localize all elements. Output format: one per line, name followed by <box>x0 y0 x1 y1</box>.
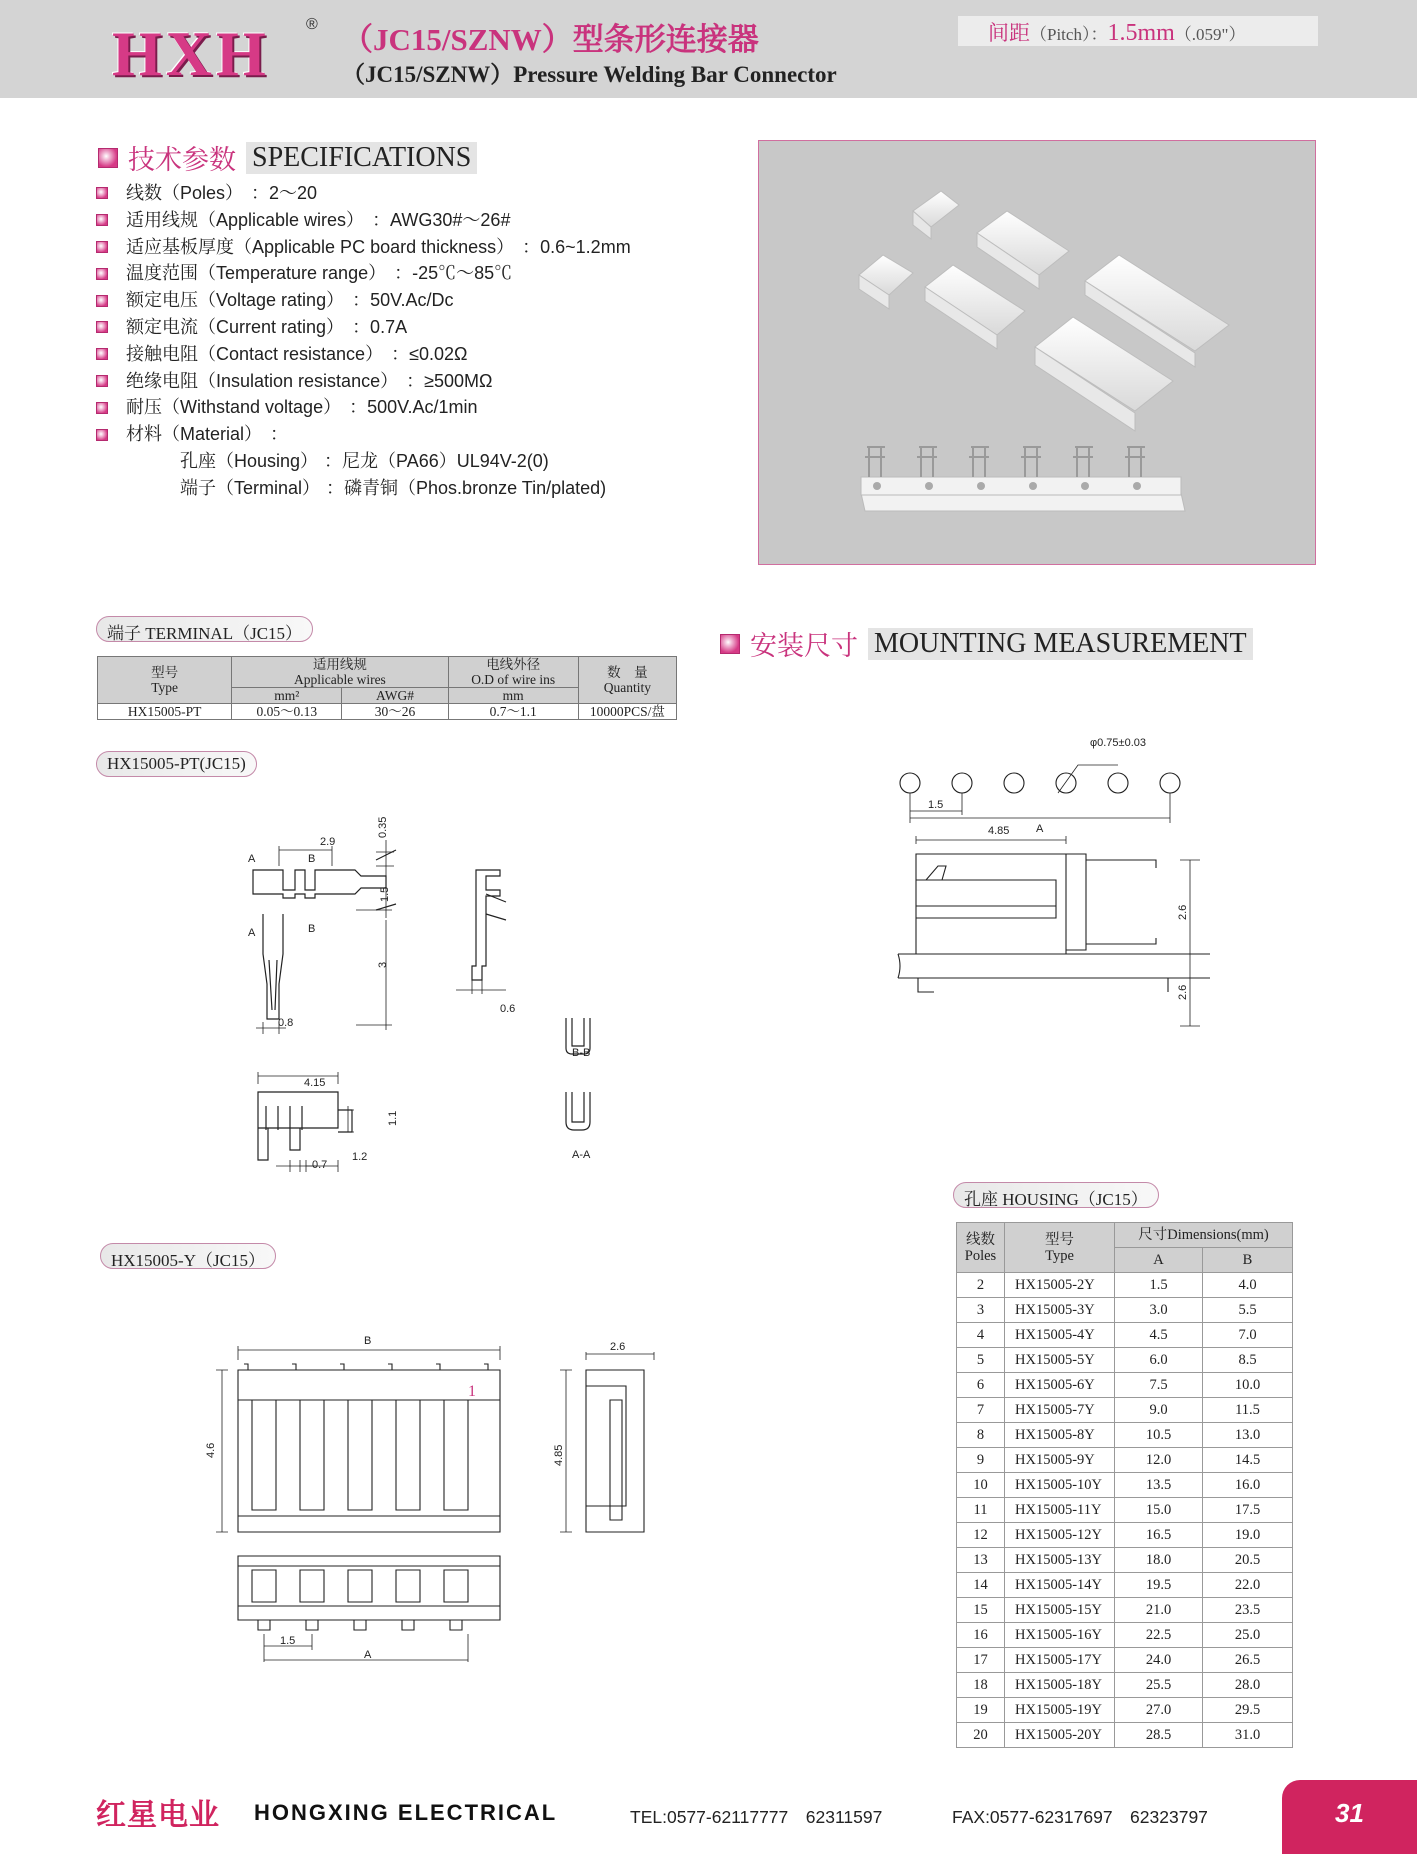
poles-cell: 6 <box>957 1373 1005 1398</box>
dim-pt-0.6: 0.6 <box>500 1003 516 1015</box>
type-cell: HX15005-9Y <box>1005 1448 1115 1473</box>
spec-item <box>96 368 631 395</box>
dim-b-cell: 20.5 <box>1203 1548 1293 1573</box>
spec-value: ：2～20 <box>251 183 318 203</box>
table-row <box>957 1348 1293 1373</box>
section-bb-label: B-B <box>572 1047 591 1059</box>
type-cell: HX15005-8Y <box>1005 1423 1115 1448</box>
poles-cell: 13 <box>957 1548 1005 1573</box>
dim-mount-phi: φ0.75±0.03 <box>1090 737 1146 749</box>
type-cell: HX15005-11Y <box>1005 1498 1115 1523</box>
dim-y-a: A <box>364 1649 372 1661</box>
material-value: ：磷青铜（Phos.bronze Tin/plated) <box>326 477 607 498</box>
dim-a-header: A <box>1115 1248 1203 1273</box>
dim-a-cell: 10.5 <box>1115 1423 1203 1448</box>
spec-en: （Voltage rating） <box>198 290 345 311</box>
square-bullet-icon <box>96 321 108 333</box>
material-item <box>96 448 631 475</box>
type-header-cn: 型号 <box>151 665 179 680</box>
connector-photo-illustration <box>759 141 1315 564</box>
table-row <box>957 1548 1293 1573</box>
section-b-top: B <box>308 853 316 865</box>
dim-a-cell: 19.5 <box>1115 1573 1203 1598</box>
type-cell: HX15005-17Y <box>1005 1648 1115 1673</box>
terminal-qty: 10000PCS/盘 <box>578 704 676 720</box>
dim-a-cell: 24.0 <box>1115 1648 1203 1673</box>
material-cn: 端子 <box>180 477 216 498</box>
specifications-heading-cn: 技术参数 <box>128 145 236 175</box>
dim-b-cell: 8.5 <box>1203 1348 1293 1373</box>
footer-company-cn: 红星电业 <box>96 1799 220 1832</box>
material-item <box>96 475 631 502</box>
type-cell: HX15005-10Y <box>1005 1473 1115 1498</box>
dim-a-cell: 1.5 <box>1115 1273 1203 1298</box>
spec-cn: 温度范围 <box>126 263 198 284</box>
dim-pt-0.7: 0.7 <box>312 1159 328 1171</box>
dim-b-cell: 26.5 <box>1203 1648 1293 1673</box>
spec-value: ：50V.Ac/Dc <box>352 290 454 311</box>
mm-header: mm <box>448 688 578 704</box>
poles-cell: 17 <box>957 1648 1005 1673</box>
poles-cell: 4 <box>957 1323 1005 1348</box>
dim-a-cell: 3.0 <box>1115 1298 1203 1323</box>
table-row <box>957 1373 1293 1398</box>
dim-a-cell: 22.5 <box>1115 1623 1203 1648</box>
terminal-type: HX15005-PT <box>98 704 232 720</box>
page-number: 31 <box>1282 1780 1417 1854</box>
square-bullet-icon <box>96 187 108 199</box>
material-value: ：尼龙（PA66）UL94V-2(0) <box>324 450 549 471</box>
type-cell: HX15005-14Y <box>1005 1573 1115 1598</box>
spec-value: ：AWG30#～26# <box>372 209 511 230</box>
type-cell: HX15005-13Y <box>1005 1548 1115 1573</box>
poles-header-en: Poles <box>964 1247 997 1264</box>
type-cell: HX15005-16Y <box>1005 1623 1115 1648</box>
table-row <box>957 1573 1293 1598</box>
spec-value: ：-25℃～85℃ <box>394 263 513 284</box>
dim-a-cell: 18.0 <box>1115 1548 1203 1573</box>
square-bullet-icon <box>96 348 108 360</box>
dim-b-cell: 17.5 <box>1203 1498 1293 1523</box>
product-photo <box>758 140 1316 565</box>
dim-b-cell: 10.0 <box>1203 1373 1293 1398</box>
poles-cell: 7 <box>957 1398 1005 1423</box>
table-row <box>957 1398 1293 1423</box>
housing-drawing <box>200 1330 680 1670</box>
table-row <box>957 1598 1293 1623</box>
title-chinese: （JC15/SZNW）型条形连接器 <box>342 22 759 57</box>
type-cell: HX15005-12Y <box>1005 1523 1115 1548</box>
square-bullet-icon <box>96 375 108 387</box>
spec-value: ：≥500MΩ <box>406 370 493 391</box>
poles-cell: 10 <box>957 1473 1005 1498</box>
spec-item <box>96 260 631 287</box>
dim-mount-a: A <box>1036 823 1044 835</box>
dim-mount-2.6a: 2.6 <box>1177 904 1189 920</box>
dim-a-cell: 12.0 <box>1115 1448 1203 1473</box>
square-bullet-icon <box>96 402 108 414</box>
dim-a-cell: 27.0 <box>1115 1698 1203 1723</box>
table-row <box>98 704 677 720</box>
spec-item <box>96 207 631 234</box>
spec-value: ： <box>270 424 289 445</box>
type-header-en: Type <box>151 680 178 695</box>
pin-one-mark: 1 <box>468 1383 476 1400</box>
y-label: HX15005-Y（JC15） <box>100 1243 276 1269</box>
pitch-box <box>958 16 1318 46</box>
dim-b-cell: 22.0 <box>1203 1573 1293 1598</box>
dim-y-4.6: 4.6 <box>205 1442 217 1458</box>
table-row <box>957 1448 1293 1473</box>
dim-y-1.5: 1.5 <box>280 1635 296 1647</box>
type-cell: HX15005-18Y <box>1005 1673 1115 1698</box>
dim-pt-0.8: 0.8 <box>278 1017 294 1029</box>
table-row <box>957 1473 1293 1498</box>
poles-cell: 19 <box>957 1698 1005 1723</box>
spec-cn: 耐压 <box>126 397 162 418</box>
qty-header-en: Quantity <box>603 680 652 695</box>
type-cell: HX15005-7Y <box>1005 1398 1115 1423</box>
dim-b-cell: 31.0 <box>1203 1723 1293 1748</box>
dim-a-cell: 4.5 <box>1115 1323 1203 1348</box>
spec-cn: 绝缘电阻 <box>126 370 198 391</box>
table-row <box>957 1648 1293 1673</box>
dim-pt-3: 3 <box>377 961 389 968</box>
awg-header: AWG# <box>342 688 448 704</box>
spec-item <box>96 341 631 368</box>
dim-a-cell: 13.5 <box>1115 1473 1203 1498</box>
poles-cell: 15 <box>957 1598 1005 1623</box>
type-header-en: Type <box>1045 1247 1074 1264</box>
spec-list <box>96 180 631 502</box>
spec-cn: 接触电阻 <box>126 343 198 364</box>
mm2-header: mm² <box>232 688 342 704</box>
type-cell: HX15005-5Y <box>1005 1348 1115 1373</box>
wires-header-cn: 适用线规 <box>312 657 367 672</box>
housing-table <box>956 1222 1293 1748</box>
type-cell: HX15005-6Y <box>1005 1373 1115 1398</box>
spec-en: （Withstand voltage） <box>162 397 342 418</box>
dim-y-b: B <box>364 1335 372 1347</box>
dim-pt-1.5: 1.5 <box>379 886 391 902</box>
pt-label: HX15005-PT(JC15) <box>96 751 257 777</box>
mounting-heading-cn: 安装尺寸 <box>750 631 858 661</box>
dim-a-cell: 28.5 <box>1115 1723 1203 1748</box>
table-row <box>957 1323 1293 1348</box>
poles-cell: 11 <box>957 1498 1005 1523</box>
poles-cell: 2 <box>957 1273 1005 1298</box>
table-row <box>957 1623 1293 1648</box>
type-cell: HX15005-20Y <box>1005 1723 1115 1748</box>
square-bullet-icon <box>96 214 108 226</box>
mounting-drawing <box>880 730 1220 1110</box>
spec-value: ：0.6~1.2mm <box>522 236 631 257</box>
specifications-heading <box>98 138 477 177</box>
spec-cn: 材料 <box>126 424 162 445</box>
dim-mount-2.6b: 2.6 <box>1177 984 1189 1000</box>
poles-cell: 14 <box>957 1573 1005 1598</box>
section-a-top: A <box>248 853 256 865</box>
dim-y-2.6: 2.6 <box>610 1341 626 1353</box>
poles-header-cn: 线数 <box>966 1231 995 1248</box>
poles-cell: 3 <box>957 1298 1005 1323</box>
spec-cn: 适应基板厚度 <box>126 236 234 257</box>
pitch-cn: 间距 <box>988 22 1030 45</box>
dim-b-cell: 13.0 <box>1203 1423 1293 1448</box>
dim-b-cell: 11.5 <box>1203 1398 1293 1423</box>
table-row <box>957 1673 1293 1698</box>
dim-a-cell: 7.5 <box>1115 1373 1203 1398</box>
dim-pt-0.35: 0.35 <box>377 816 389 838</box>
poles-cell: 8 <box>957 1423 1005 1448</box>
dim-b-cell: 4.0 <box>1203 1273 1293 1298</box>
mounting-heading-en: MOUNTING MEASUREMENT <box>868 628 1253 660</box>
spec-en: （Applicable PC board thickness） <box>234 236 515 257</box>
table-row <box>957 1273 1293 1298</box>
dimensions-header: 尺寸Dimensions(mm) <box>1115 1223 1293 1248</box>
housing-label: 孔座 HOUSING（JC15） <box>953 1182 1159 1208</box>
type-header-cn: 型号 <box>1045 1231 1074 1248</box>
spec-en: （Current rating） <box>198 316 345 337</box>
table-row <box>957 1723 1293 1748</box>
registered-mark: ® <box>306 16 318 33</box>
dim-mount-1.5: 1.5 <box>928 799 944 811</box>
dim-pt-4.15: 4.15 <box>304 1077 326 1089</box>
poles-cell: 20 <box>957 1723 1005 1748</box>
terminal-mm2: 0.05～0.13 <box>232 704 342 720</box>
type-cell: HX15005-4Y <box>1005 1323 1115 1348</box>
table-row <box>957 1523 1293 1548</box>
spec-value: ：≤0.02Ω <box>391 343 468 364</box>
footer-fax: FAX:0577-62317697 62323797 <box>952 1807 1208 1827</box>
housing-table-body <box>957 1273 1293 1748</box>
spec-value: ：500V.Ac/1min <box>349 397 478 418</box>
square-bullet-icon <box>96 295 108 307</box>
dim-pt-1.1: 1.1 <box>387 1110 399 1126</box>
mounting-heading <box>720 624 1253 663</box>
dim-a-cell: 21.0 <box>1115 1598 1203 1623</box>
brand-logo: HXH <box>112 18 270 89</box>
dim-a-cell: 16.5 <box>1115 1523 1203 1548</box>
spec-item <box>96 287 631 314</box>
type-cell: HX15005-2Y <box>1005 1273 1115 1298</box>
square-bullet-icon <box>96 429 108 441</box>
wires-header-en: Applicable wires <box>293 672 386 687</box>
footer-tel: TEL:0577-62117777 62311597 <box>630 1807 883 1827</box>
pitch-label: （Pitch）： <box>1030 25 1108 44</box>
section-b-bottom: B <box>308 923 316 935</box>
spec-item <box>96 421 631 448</box>
spec-item <box>96 394 631 421</box>
spec-en: （Temperature range） <box>198 263 387 284</box>
dim-a-cell: 25.5 <box>1115 1673 1203 1698</box>
dim-b-cell: 19.0 <box>1203 1523 1293 1548</box>
type-cell: HX15005-15Y <box>1005 1598 1115 1623</box>
footer-company-en: HONGXING ELECTRICAL <box>254 1800 558 1825</box>
spec-en: （Poles） <box>162 183 244 203</box>
pitch-value: 1.5mm <box>1107 20 1175 46</box>
od-header-cn: 电线外径 <box>486 657 541 672</box>
terminal-label: 端子 TERMINAL（JC15） <box>96 616 313 642</box>
spec-en: （Applicable wires） <box>198 209 365 230</box>
table-row <box>957 1298 1293 1323</box>
poles-cell: 9 <box>957 1448 1005 1473</box>
qty-header-cn: 数 量 <box>607 665 648 680</box>
poles-cell: 18 <box>957 1673 1005 1698</box>
spec-cn: 适用线规 <box>126 209 198 230</box>
table-row <box>957 1423 1293 1448</box>
section-a-bottom: A <box>248 927 256 939</box>
od-header-en: O.D of wire ins <box>471 672 556 687</box>
dim-b-cell: 29.5 <box>1203 1698 1293 1723</box>
poles-cell: 16 <box>957 1623 1005 1648</box>
poles-cell: 5 <box>957 1348 1005 1373</box>
spec-cn: 额定电流 <box>126 316 198 337</box>
material-en: （Housing） <box>216 450 319 471</box>
spec-en: （Contact resistance） <box>198 343 384 364</box>
specifications-heading-en: SPECIFICATIONS <box>246 142 477 174</box>
terminal-od: 0.7～1.1 <box>448 704 578 720</box>
terminal-drawing <box>236 810 636 1190</box>
dim-y-4.85: 4.85 <box>553 1444 565 1466</box>
dim-b-cell: 7.0 <box>1203 1323 1293 1348</box>
spec-value: ：0.7A <box>352 316 408 337</box>
spec-item <box>96 180 631 207</box>
dim-b-cell: 16.0 <box>1203 1473 1293 1498</box>
pitch-inch: （.059"） <box>1174 25 1246 44</box>
square-bullet-icon <box>96 268 108 280</box>
type-cell: HX15005-3Y <box>1005 1298 1115 1323</box>
square-bullet-icon <box>96 241 108 253</box>
dim-b-cell: 23.5 <box>1203 1598 1293 1623</box>
material-en: （Terminal） <box>216 477 321 498</box>
dim-b-cell: 14.5 <box>1203 1448 1293 1473</box>
spec-en: （Material） <box>162 424 263 445</box>
spec-item <box>96 234 631 261</box>
dim-a-cell: 6.0 <box>1115 1348 1203 1373</box>
dim-mount-4.85: 4.85 <box>988 825 1010 837</box>
dim-b-cell: 25.0 <box>1203 1623 1293 1648</box>
terminal-table <box>97 656 677 720</box>
dim-pt-1.2: 1.2 <box>352 1151 368 1163</box>
dim-b-cell: 5.5 <box>1203 1298 1293 1323</box>
square-bullet-icon <box>720 634 740 654</box>
spec-cn: 额定电压 <box>126 290 198 311</box>
spec-cn: 线数 <box>126 183 162 203</box>
poles-cell: 12 <box>957 1523 1005 1548</box>
type-cell: HX15005-19Y <box>1005 1698 1115 1723</box>
terminal-awg: 30～26 <box>342 704 448 720</box>
dim-b-cell: 28.0 <box>1203 1673 1293 1698</box>
dim-b-header: B <box>1203 1248 1293 1273</box>
section-aa-label: A-A <box>572 1149 591 1161</box>
dim-pt-2.9: 2.9 <box>320 836 336 848</box>
square-bullet-icon <box>98 148 118 168</box>
spec-item <box>96 314 631 341</box>
spec-en: （Insulation resistance） <box>198 370 399 391</box>
dim-a-cell: 15.0 <box>1115 1498 1203 1523</box>
material-cn: 孔座 <box>180 450 216 471</box>
title-english: （JC15/SZNW）Pressure Welding Bar Connector <box>342 62 837 87</box>
dim-a-cell: 9.0 <box>1115 1398 1203 1423</box>
table-row <box>957 1698 1293 1723</box>
table-row <box>957 1498 1293 1523</box>
